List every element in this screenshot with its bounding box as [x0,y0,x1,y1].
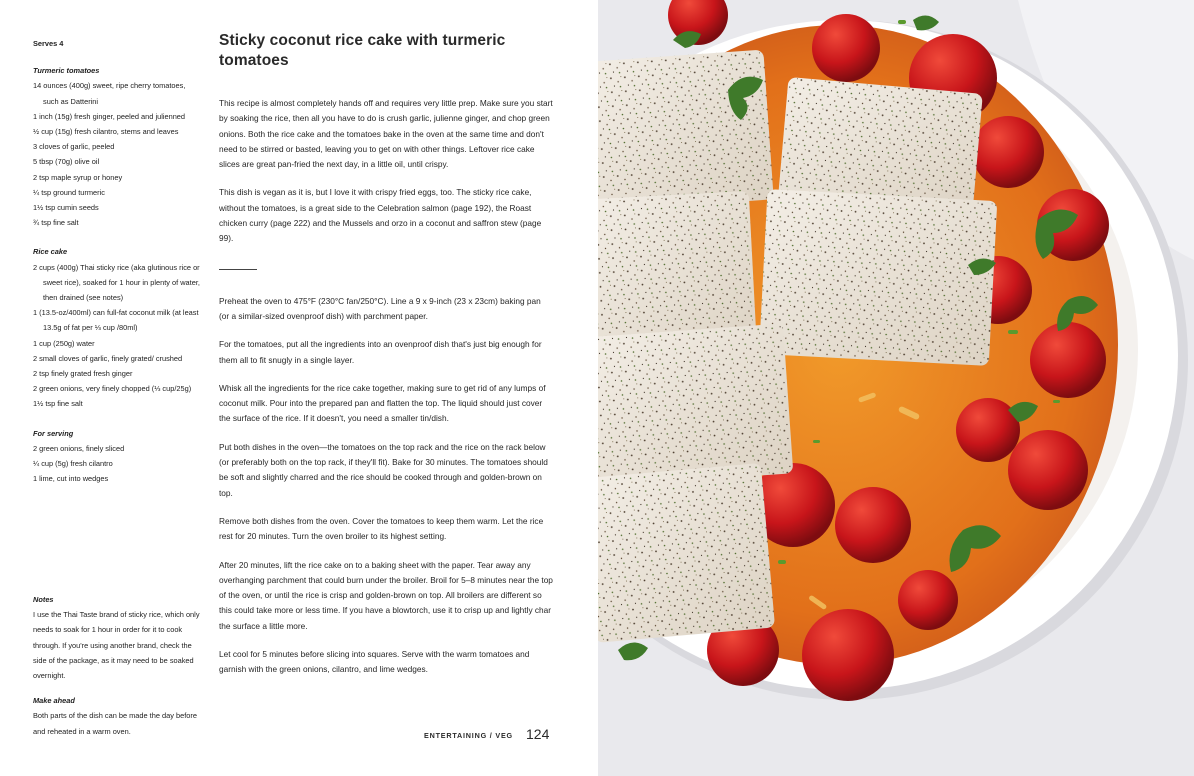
section-heading: Rice cake [33,247,68,257]
ingredient-item: 2 tsp finely grated fresh ginger [33,369,133,379]
running-footer: ENTERTAINING / VEG [424,731,513,740]
ingredient-item: 2 green onions, very finely chopped (⅓ cup/25g) [33,384,192,394]
ingredient-item: ¼ cup (5g) fresh cilantro [33,459,113,469]
ingredient-item: 2 cups (400g) Thai sticky rice (aka glutinous rice or sweet rice), soaked for 1 hour in plenty of water, then drained (see notes) [33,262,200,303]
ingredients-sidebar [33,36,203,500]
ingredient-section-rice-cake [33,244,203,411]
method-step: Whisk all the ingredients for the rice cake together, making sure to get rid of any lumps of coconut milk. Pour into the prepared pan and flatten the top. The liquid should just cover the surface of the rice. If it doesn't, you need a smaller tin/dish. [219,382,546,424]
method-step: Preheat the oven to 475°F (230°C fan/250°C). Line a 9 x 9-inch (23 x 23cm) baking pan (or a similar-sized ovenproof dish) with parchment paper. [219,295,541,321]
ingredient-item: 1½ tsp cumin seeds [33,203,99,213]
ingredient-item: ½ cup (15g) fresh cilantro, stems and leaves [33,127,179,137]
method-step: Remove both dishes from the oven. Cover the tomatoes to keep them warm. Let the rice rest for 20 minutes. Turn the oven broiler to its highest setting. [219,515,544,542]
ingredient-item: 2 tsp maple syrup or honey [33,172,123,182]
food-photo-rice-cake-tomatoes-icon [598,0,1194,776]
make-ahead-text: Both parts of the dish can be made the day before and reheated in a warm oven. [33,711,197,736]
ingredient-item: 5 tbsp (70g) olive oil [33,157,100,167]
notes-text: I use the Thai Taste brand of sticky rice, which only needs to soak for 1 hour in order for it to cook through. If you're using another brand, check the side of the package, as it may need to be soaked overnight. [33,610,200,681]
serves-label: Serves 4 [33,39,64,48]
notes-block [33,592,203,749]
ingredient-item: 1½ tsp fine salt [33,399,83,409]
page-number: 124 [526,726,550,742]
ingredient-item: ¼ tsp ground turmeric [33,187,105,197]
recipe-title: Sticky coconut rice cake with turmeric tomatoes [219,32,506,69]
recipe-body [219,96,553,691]
ingredient-item: 2 green onions, finely sliced [33,443,125,453]
ingredient-item: 1 inch (15g) fresh ginger, peeled and julienned [33,111,186,121]
ingredient-item: ¾ tsp fine salt [33,218,79,228]
ingredient-item: 1 cup (250g) water [33,338,95,348]
ingredient-item: 2 small cloves of garlic, finely grated/ crushed [33,353,183,363]
method-step: Put both dishes in the oven—the tomatoes on the top rack and the rice on the rack below (or preferably both on the top rack, if they'll fit). Bake for 30 minutes. The tomatoes should be soft and slightly charred and the rice should be cooked through and golden-brown on top. [219,441,548,498]
section-heading: For serving [33,428,74,438]
intro-paragraph: This recipe is almost completely hands off and requires very little prep. Make sure you start by soaking the rice, then all you have to do is crush garlic, julienne ginger, and chop green onions. Both the rice cake and the tomatoes bake in the oven at the same time and don't need to be stirred or basted, leaving you to get on with other things. Leftover rice cake slices are great pan-fried the next day, in a little oil, until crispy. [219,98,553,170]
section-heading: Turmeric tomatoes [33,66,100,76]
ingredient-item: 14 ounces (400g) sweet, ripe cherry tomatoes, such as Datterini [33,81,186,106]
intro-paragraph: This dish is vegan as it is, but I love it with crispy fried eggs, too. The sticky rice cake, without the tomatoes, is a great side to the Celebration salmon (page 192), the Roast chicken curry (page 222) and the Mussels and orzo in a coconut and saffron stew (page 99). [219,187,542,244]
notes-heading: Notes [33,595,54,604]
ingredient-item: 3 cloves of garlic, peeled [33,142,115,152]
make-ahead-heading: Make ahead [33,696,75,706]
ingredient-item: 1 lime, cut into wedges [33,474,109,484]
method-step: Let cool for 5 minutes before slicing into squares. Serve with the warm tomatoes and garnish with the green onions, cilantro, and lime wedges. [219,649,530,675]
ingredient-section-tomatoes [33,63,203,230]
food-photo [598,0,1194,776]
ingredient-item: 1 (13.5-oz/400ml) can full-fat coconut milk (at least 13.5g of fat per ⅓ cup /80ml) [33,308,199,333]
ingredient-section-serving [33,426,203,487]
method-step: For the tomatoes, put all the ingredients into an ovenproof dish that's just big enough for them all to fit snugly in a single layer. [219,339,542,365]
method-step: After 20 minutes, lift the rice cake on to a baking sheet with the paper. Tear away any overhanging parchment that could burn under the broiler. Broil for 5–8 minutes near the top of the oven, or until the rice is crisp and golden-brown on top. All broilers are different so this could take more or less time. If you have a blowtorch, use it to crisp up and lightly char the surface a little more. [219,559,553,631]
section-divider [219,269,257,270]
